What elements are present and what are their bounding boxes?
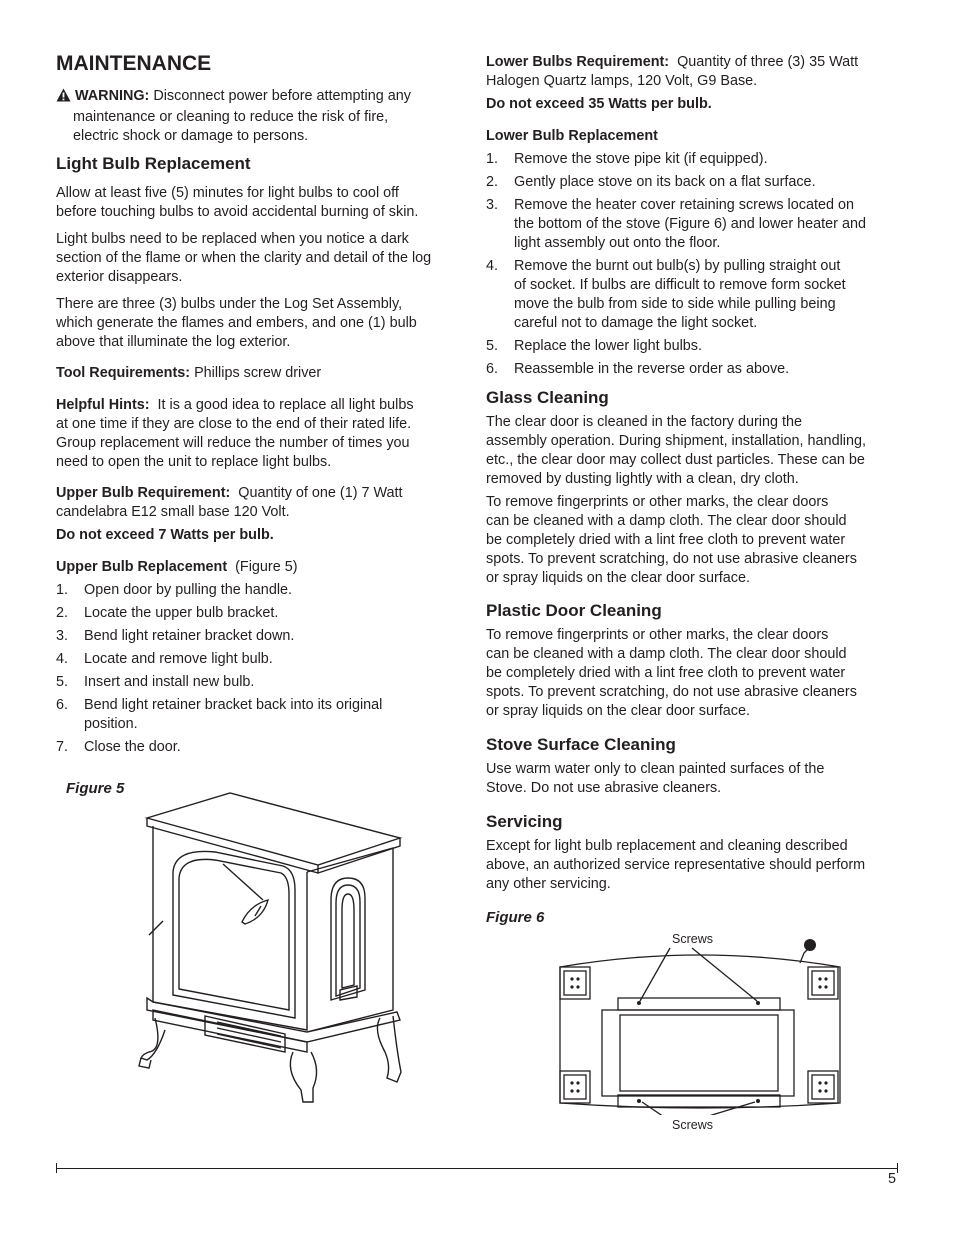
step-text: of socket. If bulbs are difficult to remove form socket (514, 277, 846, 293)
light-bulb-p3 (56, 295, 417, 352)
step-text: Close the door. (84, 739, 181, 755)
text-line: To remove fingerprints or other marks, the clear doors (486, 627, 829, 643)
text-line: need to open the unit to replace light bulbs. (56, 454, 332, 470)
step-number: 4. (486, 258, 499, 274)
text-line: To remove fingerprints or other marks, the clear doors (486, 494, 829, 510)
servicing-p1 (486, 837, 865, 894)
text-line: Allow at least five (5) minutes for light bulbs to cool off (56, 185, 399, 201)
glass-p1 (486, 413, 866, 489)
step-text: Bend light retainer bracket back into its original (84, 697, 383, 713)
heading-stove-surface: Stove Surface Cleaning (486, 735, 676, 754)
text-line: There are three (3) bulbs under the Log Set Assembly, (56, 296, 403, 312)
footer-rule (56, 1168, 898, 1169)
step-text: Remove the burnt out bulb(s) by pulling straight out (514, 258, 841, 274)
text-line: section of the flame or when the clarity and detail of the log (56, 250, 432, 266)
page-number: 5 (888, 1171, 897, 1187)
text-line: which generate the flames and embers, and one (1) bulb (56, 315, 417, 331)
light-bulb-p1 (56, 184, 418, 222)
warning-block (56, 87, 466, 146)
glass-p2 (486, 493, 857, 588)
step-number: 4. (56, 651, 69, 667)
page-title: MAINTENANCE (56, 52, 212, 75)
lower-replacement-heading: Lower Bulb Replacement (486, 128, 658, 144)
step-number: 2. (56, 605, 69, 621)
lower-steps-list (486, 150, 900, 383)
upper-req-label: Upper Bulb Requirement: (56, 485, 231, 501)
warning-text-1: Disconnect power before attempting any (153, 88, 411, 104)
step-text: move the bulb from side to side while pulling being (514, 296, 836, 312)
step-number: 3. (486, 197, 499, 213)
heading-glass-cleaning: Glass Cleaning (486, 388, 609, 407)
step-text: Gently place stove on its back on a flat surface. (514, 174, 816, 190)
text-line: The clear door is cleaned in the factory during the (486, 414, 802, 430)
plastic-p1 (486, 626, 857, 721)
text-line: Group replacement will reduce the number of times you (56, 435, 410, 451)
upper-repl-label: Upper Bulb Replacement (56, 559, 228, 575)
text-line: any other servicing. (486, 876, 611, 892)
text-line: Stove. Do not use abrasive cleaners. (486, 780, 722, 796)
light-bulb-p2 (56, 230, 431, 287)
upper-steps-list (56, 581, 466, 761)
text-line: above that illuminate the log exterior. (56, 334, 291, 350)
list-item (486, 173, 900, 192)
step-number: 7. (56, 739, 69, 755)
text-line: can be cleaned with a damp cloth. The clear door should (486, 513, 847, 529)
text-line: Use warm water only to clean painted surfaces of the (486, 761, 825, 777)
text-line: candelabra E12 small base 120 Volt. (56, 504, 290, 520)
lower-max-wattage: Do not exceed 35 Watts per bulb. (486, 96, 712, 112)
list-item (486, 257, 900, 333)
text-line: removed by dusting lightly with a clean, dry cloth. (486, 471, 799, 487)
step-text: light assembly out onto the floor. (514, 235, 721, 251)
text-line: Halogen Quartz lamps, 120 Volt, G9 Base. (486, 73, 758, 89)
text-line: or spray liquids on the clear door surface. (486, 703, 750, 719)
warning-text-2: maintenance or cleaning to reduce the risk of fire, (73, 109, 389, 125)
helpful-hints (56, 396, 414, 472)
text-line: or spray liquids on the clear door surface. (486, 570, 750, 586)
lower-bulb-requirement (486, 53, 858, 91)
upper-bulb-requirement (56, 484, 403, 522)
stove-illustration (135, 790, 410, 1108)
step-text: careful not to damage the light socket. (514, 315, 758, 331)
tool-requirements (56, 364, 321, 383)
screws-top-label: Screws (672, 932, 713, 946)
text-line: assembly operation. During shipment, installation, handling, (486, 433, 866, 449)
step-text: Locate the upper bulb bracket. (84, 605, 279, 621)
step-text: Reassemble in the reverse order as above. (514, 361, 790, 377)
step-number: 5. (486, 338, 499, 354)
text-line: etc., the clear door may collect dust particles. These can be (486, 452, 865, 468)
step-text: Insert and install new bulb. (84, 674, 255, 690)
warning-triangle-icon (56, 88, 71, 108)
list-item (486, 150, 900, 169)
upper-replacement-heading (56, 558, 298, 577)
text-line: exterior disappears. (56, 269, 183, 285)
text-line: Light bulbs need to be replaced when you notice a dark (56, 231, 409, 247)
list-item (486, 360, 900, 379)
tool-label: Tool Requirements: (56, 365, 191, 381)
lower-req-label: Lower Bulbs Requirement: (486, 54, 670, 70)
list-item (56, 696, 466, 734)
footer-tick-left (56, 1163, 57, 1173)
text-line: before touching bulbs to avoid accidental burning of skin. (56, 204, 419, 220)
step-number: 5. (56, 674, 69, 690)
list-item (56, 673, 466, 692)
hints-label: Helpful Hints: (56, 397, 150, 413)
step-text: Locate and remove light bulb. (84, 651, 273, 667)
step-text: Replace the lower light bulbs. (514, 338, 702, 354)
upper-repl-ref: (Figure 5) (235, 559, 298, 575)
text-line: be completely dried with a lint free cloth to prevent water (486, 532, 846, 548)
heading-light-bulb: Light Bulb Replacement (56, 154, 251, 173)
step-text: Remove the stove pipe kit (if equipped). (514, 151, 768, 167)
list-item (56, 627, 466, 646)
step-number: 1. (56, 582, 69, 598)
list-item (56, 604, 466, 623)
text-line: Except for light bulb replacement and cleaning described (486, 838, 848, 854)
warning-label: WARNING: (75, 88, 150, 104)
heading-plastic-door: Plastic Door Cleaning (486, 601, 662, 620)
screws-bottom-label: Screws (672, 1118, 713, 1132)
step-text: Bend light retainer bracket down. (84, 628, 295, 644)
footer-tick-right (897, 1163, 898, 1173)
list-item (56, 738, 466, 757)
text-line: can be cleaned with a damp cloth. The clear door should (486, 646, 847, 662)
step-number: 1. (486, 151, 499, 167)
text-line: above, an authorized service representative should perform (486, 857, 866, 873)
list-item (486, 337, 900, 356)
text-line: Quantity of three (3) 35 Watt (677, 54, 859, 70)
step-text: position. (84, 716, 138, 732)
text-line: It is a good idea to replace all light bulbs (157, 397, 414, 413)
text-line: be completely dried with a lint free cloth to prevent water (486, 665, 846, 681)
tool-text: Phillips screw driver (194, 365, 322, 381)
upper-max-wattage: Do not exceed 7 Watts per bulb. (56, 527, 274, 543)
list-item (486, 196, 900, 253)
stove-p1 (486, 760, 824, 798)
heading-servicing: Servicing (486, 812, 563, 831)
step-text: the bottom of the stove (Figure 6) and lower heater and (514, 216, 866, 232)
list-item (56, 650, 466, 669)
figure-5-caption: Figure 5 (66, 780, 125, 797)
stove-bottom-diagram (550, 935, 850, 1115)
step-number: 3. (56, 628, 69, 644)
text-line: spots. To prevent scratching, do not use abrasive cleaners (486, 551, 857, 567)
text-line: at one time if they are close to the end of their rated life. (56, 416, 412, 432)
step-number: 2. (486, 174, 499, 190)
warning-text-3: electric shock or damage to persons. (73, 128, 309, 144)
figure-6-caption: Figure 6 (486, 909, 545, 926)
step-text: Remove the heater cover retaining screws located on (514, 197, 854, 213)
list-item (56, 581, 466, 600)
step-number: 6. (486, 361, 499, 377)
step-number: 6. (56, 697, 69, 713)
step-text: Open door by pulling the handle. (84, 582, 293, 598)
text-line: spots. To prevent scratching, do not use abrasive cleaners (486, 684, 857, 700)
text-line: Quantity of one (1) 7 Watt (238, 485, 403, 501)
